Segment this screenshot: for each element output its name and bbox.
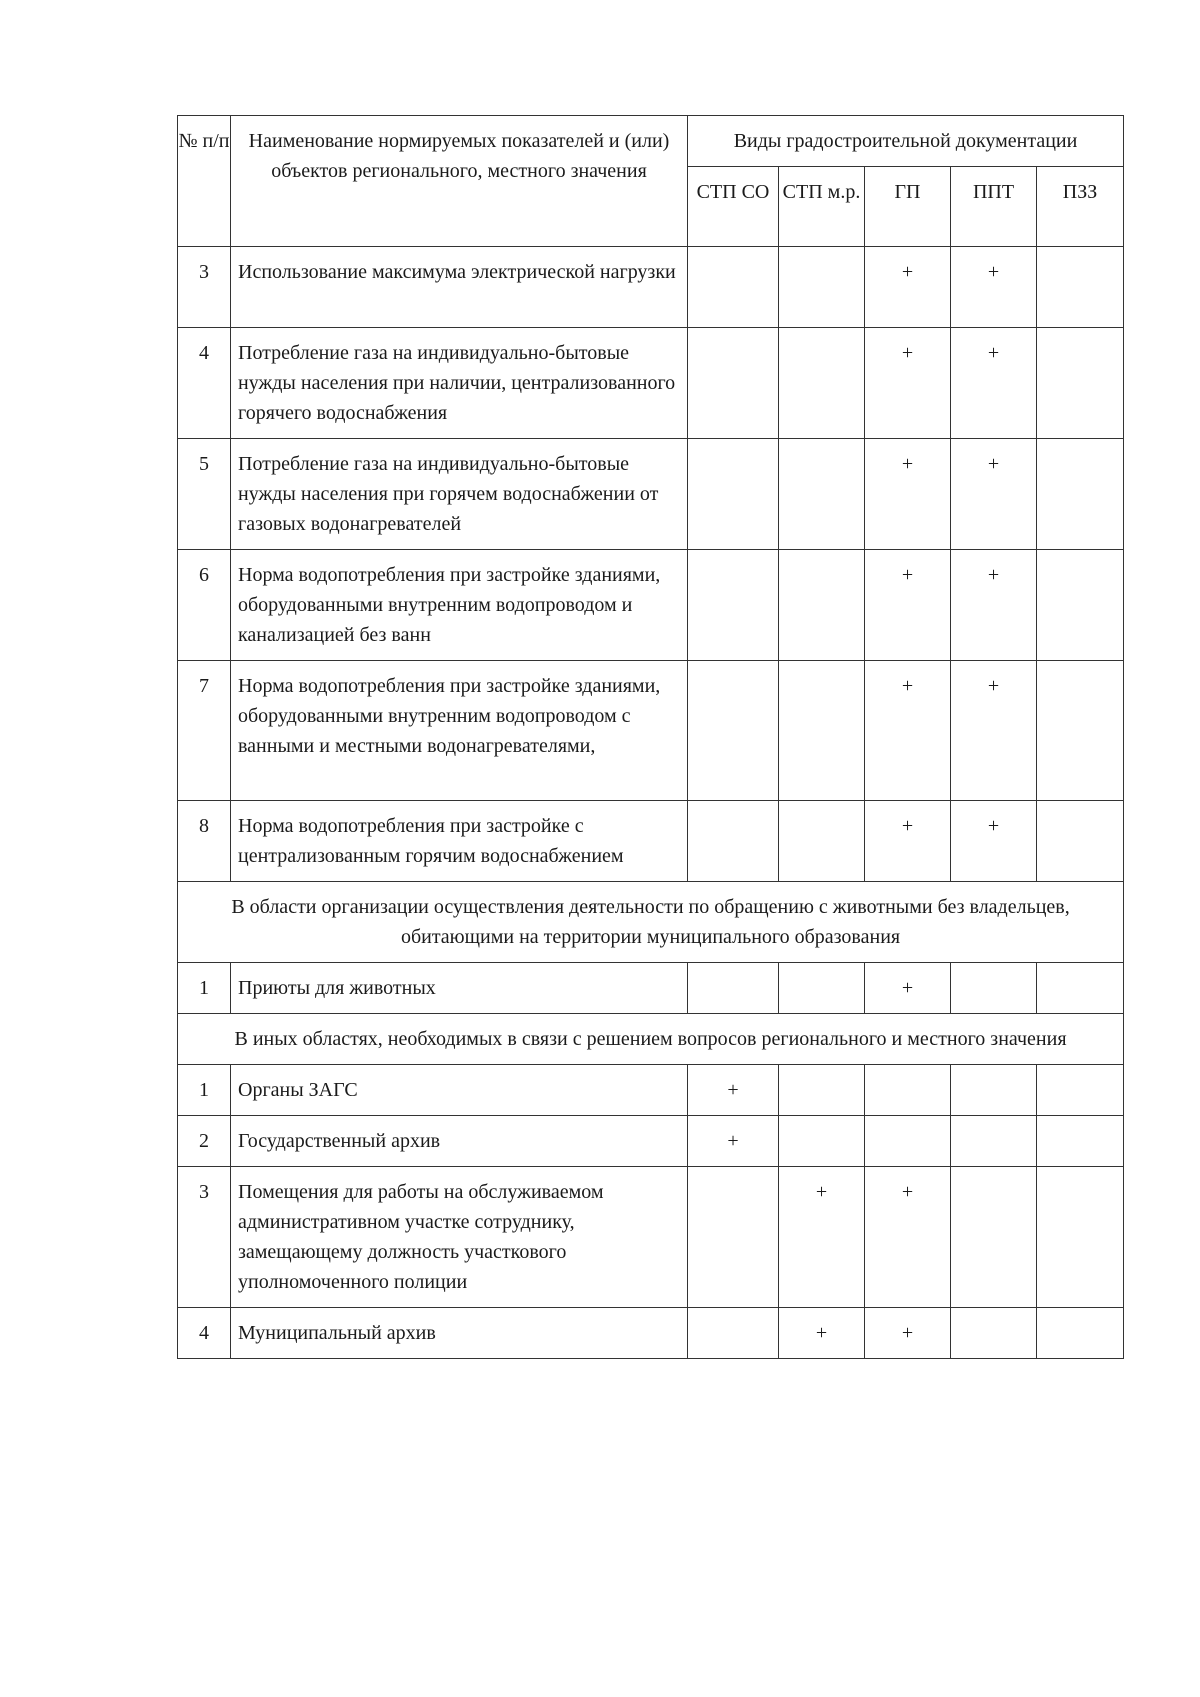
row-number: 1 — [178, 963, 231, 1014]
mark-cell: + — [865, 661, 951, 801]
header-doc-types: Виды градостроительной документации — [688, 116, 1124, 167]
mark-cell — [951, 963, 1037, 1014]
mark-cell — [688, 550, 779, 661]
mark-cell — [688, 1167, 779, 1308]
regulation-table — [177, 115, 1124, 1359]
mark-cell: + — [865, 801, 951, 882]
mark-cell — [1037, 1167, 1124, 1308]
mark-cell — [1037, 963, 1124, 1014]
mark-cell — [688, 439, 779, 550]
row-name: Приюты для животных — [231, 963, 688, 1014]
table-row — [178, 661, 1124, 801]
row-name: Норма водопотребления при застройке зданиями, оборудованными внутренним водопроводом с ванными и местными водонагревателями, — [231, 661, 688, 801]
header-col-stp-mr: СТП м.р. — [779, 167, 865, 247]
mark-cell — [1037, 801, 1124, 882]
row-number: 5 — [178, 439, 231, 550]
row-name: Государственный архив — [231, 1116, 688, 1167]
row-name: Потребление газа на индивидуально-бытовые нужды населения при горячем водоснабжении от газовых водонагревателей — [231, 439, 688, 550]
row-number: 4 — [178, 1308, 231, 1359]
mark-cell — [779, 550, 865, 661]
table-row — [178, 1065, 1124, 1116]
mark-cell — [779, 963, 865, 1014]
table-row — [178, 439, 1124, 550]
section-title-animals: В области организации осуществления деятельности по обращению с животными без владельцев, обитающими на территории муниципального образования — [178, 882, 1124, 963]
header-num: № п/п — [178, 116, 231, 247]
row-name: Потребление газа на индивидуально-бытовые нужды населения при наличии, централизованного горячего водоснабжения — [231, 328, 688, 439]
mark-cell: + — [865, 439, 951, 550]
mark-cell — [1037, 550, 1124, 661]
row-number: 4 — [178, 328, 231, 439]
mark-cell: + — [951, 661, 1037, 801]
mark-cell — [688, 1308, 779, 1359]
mark-cell — [1037, 1116, 1124, 1167]
mark-cell — [1037, 247, 1124, 328]
mark-cell: + — [865, 328, 951, 439]
header-name: Наименование нормируемых показателей и (или) объектов регионального, местного значения — [231, 116, 688, 247]
mark-cell — [951, 1308, 1037, 1359]
mark-cell — [951, 1167, 1037, 1308]
table-row — [178, 328, 1124, 439]
section-row — [178, 1014, 1124, 1065]
mark-cell: + — [779, 1308, 865, 1359]
mark-cell: + — [951, 439, 1037, 550]
header-col-ppt: ППТ — [951, 167, 1037, 247]
mark-cell — [1037, 328, 1124, 439]
table-row — [178, 1308, 1124, 1359]
mark-cell: + — [951, 550, 1037, 661]
row-name: Муниципальный архив — [231, 1308, 688, 1359]
row-name: Норма водопотребления при застройке зданиями, оборудованными внутренним водопроводом и канализацией без ванн — [231, 550, 688, 661]
mark-cell — [779, 247, 865, 328]
section-title-other: В иных областях, необходимых в связи с решением вопросов регионального и местного значения — [178, 1014, 1124, 1065]
mark-cell — [1037, 661, 1124, 801]
row-number: 3 — [178, 247, 231, 328]
mark-cell: + — [865, 247, 951, 328]
row-name: Норма водопотребления при застройке с централизованным горячим водоснабжением — [231, 801, 688, 882]
table-row — [178, 550, 1124, 661]
mark-cell — [779, 439, 865, 550]
mark-cell — [688, 247, 779, 328]
mark-cell: + — [865, 1167, 951, 1308]
mark-cell — [688, 661, 779, 801]
mark-cell: + — [865, 963, 951, 1014]
section-row — [178, 882, 1124, 963]
mark-cell — [688, 963, 779, 1014]
row-name: Помещения для работы на обслуживаемом административном участке сотруднику, замещающему должность участкового уполномоченного полиции — [231, 1167, 688, 1308]
table-row — [178, 1116, 1124, 1167]
mark-cell: + — [688, 1116, 779, 1167]
mark-cell — [951, 1116, 1037, 1167]
row-number: 7 — [178, 661, 231, 801]
table-row — [178, 963, 1124, 1014]
mark-cell — [779, 1065, 865, 1116]
mark-cell — [1037, 1065, 1124, 1116]
row-number: 3 — [178, 1167, 231, 1308]
mark-cell — [1037, 1308, 1124, 1359]
row-number: 1 — [178, 1065, 231, 1116]
mark-cell — [1037, 439, 1124, 550]
mark-cell — [951, 1065, 1037, 1116]
mark-cell: + — [688, 1065, 779, 1116]
mark-cell: + — [951, 801, 1037, 882]
table-row — [178, 247, 1124, 328]
mark-cell: + — [865, 1308, 951, 1359]
header-col-pzz: ПЗЗ — [1037, 167, 1124, 247]
mark-cell: + — [865, 550, 951, 661]
row-number: 6 — [178, 550, 231, 661]
mark-cell — [688, 801, 779, 882]
mark-cell: + — [779, 1167, 865, 1308]
mark-cell — [779, 801, 865, 882]
header-col-stp-so: СТП СО — [688, 167, 779, 247]
mark-cell — [865, 1116, 951, 1167]
row-number: 2 — [178, 1116, 231, 1167]
row-name: Использование максимума электрической нагрузки — [231, 247, 688, 328]
table-row — [178, 801, 1124, 882]
mark-cell — [779, 328, 865, 439]
table-row — [178, 1167, 1124, 1308]
row-number: 8 — [178, 801, 231, 882]
row-name: Органы ЗАГС — [231, 1065, 688, 1116]
mark-cell: + — [951, 328, 1037, 439]
mark-cell — [779, 661, 865, 801]
mark-cell — [688, 328, 779, 439]
mark-cell — [865, 1065, 951, 1116]
mark-cell: + — [951, 247, 1037, 328]
mark-cell — [779, 1116, 865, 1167]
header-col-gp: ГП — [865, 167, 951, 247]
